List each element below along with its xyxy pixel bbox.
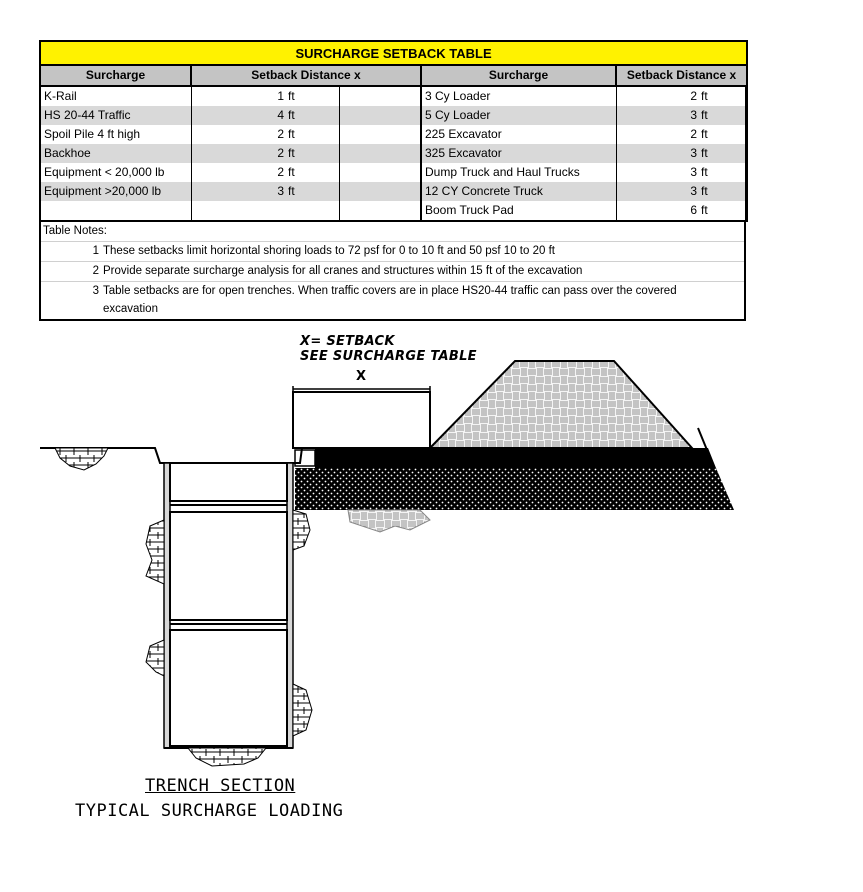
setback-unit: ft — [699, 201, 745, 221]
surcharge-name: K-Rail — [40, 86, 191, 106]
surcharge-name: Backhoe — [40, 144, 191, 163]
caption-typical-surcharge-loading: TYPICAL SURCHARGE LOADING — [75, 801, 344, 821]
setback-value: 2 — [191, 125, 286, 144]
setback-value: 6 — [616, 201, 699, 221]
surcharge-name — [40, 201, 191, 221]
setback-value — [191, 201, 286, 221]
setback-unit: ft — [286, 144, 339, 163]
table-row — [40, 163, 747, 182]
note-number: 1 — [92, 245, 99, 257]
setback-unit: ft — [699, 144, 745, 163]
setback-unit: ft — [699, 106, 745, 125]
setback-value: 3 — [616, 144, 699, 163]
surcharge-load-block — [293, 392, 430, 448]
surcharge-name: Dump Truck and Haul Trucks — [421, 163, 616, 182]
spoil-pile — [430, 361, 692, 448]
soil-hatch-bottom — [188, 748, 266, 766]
table-row — [40, 106, 747, 125]
note-text: Table setbacks are for open trenches. When traffic covers are in place HS20-44 traffic can pass over the covered excavation — [103, 285, 677, 315]
setback-unit: ft — [288, 127, 295, 141]
soil-hatch — [293, 684, 312, 736]
table-row — [40, 182, 747, 201]
soil-hatch — [146, 520, 164, 584]
pavement-layer — [315, 448, 716, 468]
soil-hatch — [146, 640, 164, 676]
note-number: 3 — [92, 285, 99, 297]
setback-table-grid — [39, 40, 748, 222]
setback-value: 2 — [616, 125, 699, 144]
note-text: Provide separate surcharge analysis for all cranes and structures within 15 ft of the excavation — [103, 265, 583, 277]
note-row — [41, 281, 744, 318]
base-gravel-layer — [295, 468, 734, 510]
table-title: SURCHARGE SETBACK TABLE — [40, 41, 747, 65]
setback-unit: ft — [701, 165, 708, 179]
surcharge-setback-table — [39, 40, 746, 321]
table-row — [40, 144, 747, 163]
setback-value: 3 — [616, 106, 699, 125]
shoring-panel-top — [170, 463, 287, 501]
setback-unit — [286, 201, 339, 221]
setback-value: 2 — [191, 144, 286, 163]
setback-value: 3 — [191, 182, 286, 201]
note-text: These setbacks limit horizontal shoring loads to 72 psf for 0 to 10 ft and 50 psf 10 to 20 ft — [103, 245, 555, 257]
soil-hatch-under-pavement — [348, 510, 430, 532]
label-see-surcharge-table: SEE SURCHARGE TABLE — [300, 349, 477, 364]
setback-value: 1 — [191, 86, 286, 106]
table-row — [40, 86, 747, 106]
setback-value: 3 — [616, 163, 699, 182]
setback-value: 2 — [616, 86, 699, 106]
setback-value: 3 — [616, 182, 699, 201]
soil-hatch-left-top — [55, 448, 108, 470]
header-surcharge-right: Surcharge — [421, 65, 616, 86]
soil-hatch — [293, 510, 310, 550]
setback-unit: ft — [288, 165, 295, 179]
surcharge-name: 5 Cy Loader — [421, 106, 616, 125]
setback-unit: ft — [701, 127, 708, 141]
table-notes — [39, 222, 746, 321]
table-notes-header: Table Notes: — [43, 225, 107, 237]
shoring-panel-bottom — [170, 630, 287, 746]
note-row — [41, 241, 744, 261]
table-row — [40, 201, 747, 221]
surcharge-name: 12 CY Concrete Truck — [421, 182, 616, 201]
surcharge-name: Boom Truck Pad — [421, 201, 616, 221]
surcharge-name: HS 20-44 Traffic — [40, 106, 191, 125]
surcharge-name: 325 Excavator — [421, 144, 616, 163]
header-setback-right: Setback Distance x — [616, 65, 747, 86]
setback-unit: ft — [288, 89, 295, 103]
table-row — [40, 125, 747, 144]
header-setback-left: Setback Distance x — [191, 65, 421, 86]
header-surcharge-left: Surcharge — [40, 65, 191, 86]
setback-unit: ft — [701, 89, 708, 103]
trench-section-drawing — [0, 320, 863, 880]
label-setback: X= SETBACK — [300, 334, 395, 349]
setback-unit: ft — [699, 182, 745, 201]
setback-unit: ft — [286, 106, 339, 125]
note-number: 2 — [92, 265, 99, 277]
surcharge-name: Equipment < 20,000 lb — [40, 163, 191, 182]
setback-unit: ft — [286, 182, 339, 201]
setback-value: 4 — [191, 106, 286, 125]
label-x: X — [356, 369, 367, 384]
caption-trench-section: TRENCH SECTION — [145, 776, 296, 796]
shoring-panel-middle — [170, 512, 287, 620]
surcharge-name: Equipment >20,000 lb — [40, 182, 191, 201]
note-row — [41, 261, 744, 281]
surcharge-name: 3 Cy Loader — [421, 86, 616, 106]
setback-value: 2 — [191, 163, 286, 182]
surcharge-name: 225 Excavator — [421, 125, 616, 144]
surcharge-name: Spoil Pile 4 ft high — [40, 125, 191, 144]
